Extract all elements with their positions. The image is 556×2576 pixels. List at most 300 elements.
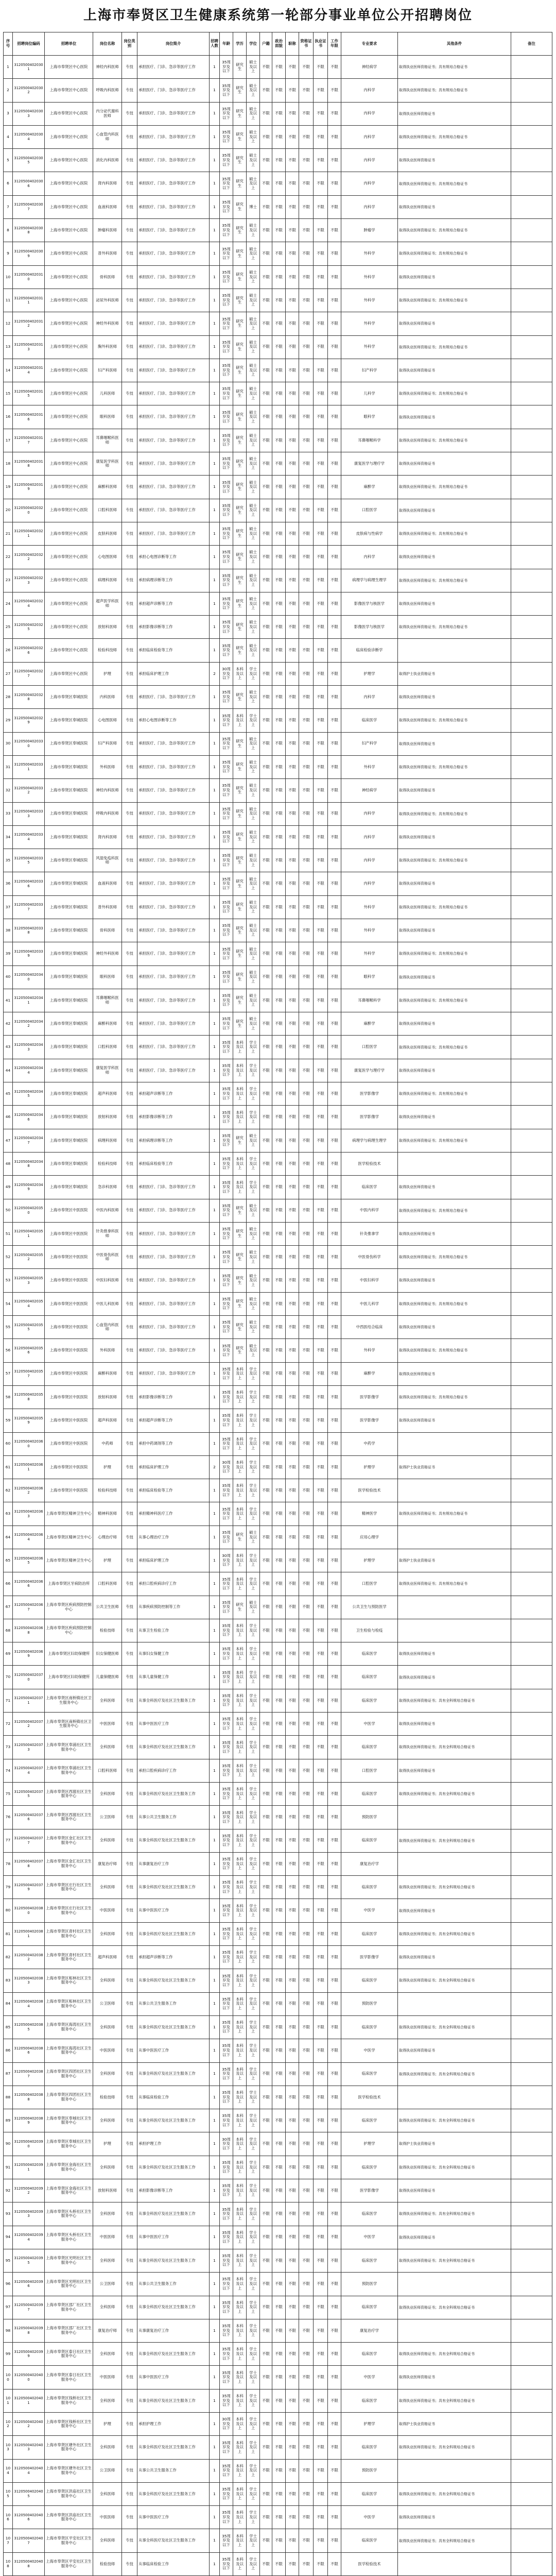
other-requirements-cell: 取得执业医师资格证书；具有全科规培合格证书 <box>398 2015 511 2039</box>
row-number-cell: 63 <box>4 1502 13 1526</box>
qualification-cell: 不限 <box>299 2436 314 2459</box>
title-cell: 不限 <box>286 989 299 1012</box>
employer-cell: 上海市奉贤区中医医院 <box>45 1339 93 1362</box>
row-number-cell: 101 <box>4 2389 13 2412</box>
qualification-cell: 不限 <box>299 546 314 569</box>
education-cell: 研究生 <box>233 965 247 989</box>
title-cell: 不限 <box>286 1713 299 1736</box>
position-category-cell: 专技 <box>122 2412 137 2435</box>
age-cell: 35周岁及以下 <box>220 522 233 545</box>
remarks-cell <box>511 895 552 919</box>
license-cell: 不限 <box>314 1689 328 1712</box>
remarks-cell <box>511 242 552 265</box>
work-years-cell: 不限 <box>328 1106 341 1129</box>
degree-cell: 硕士及以上 <box>247 219 260 242</box>
license-cell: 不限 <box>314 405 328 429</box>
headcount-cell: 1 <box>210 732 220 755</box>
title-cell: 不限 <box>286 1992 299 2015</box>
position-category-cell: 专技 <box>122 732 137 755</box>
position-description-cell: 承担医疗、门诊、急诊等医疗工作 <box>137 219 210 242</box>
education-cell: 本科及以上 <box>233 1362 247 1385</box>
household-registration-cell: 不限 <box>260 242 272 265</box>
license-cell: 不限 <box>314 2039 328 2062</box>
household-registration-cell: 不限 <box>260 1129 272 1152</box>
headcount-cell: 1 <box>210 1899 220 1922</box>
position-description-cell: 从事全科医疗及社区卫生服务工作 <box>137 1829 210 1852</box>
row-number-cell: 85 <box>4 2015 13 2039</box>
column-header: 招聘单位 <box>45 32 93 56</box>
row-number-cell: 33 <box>4 802 13 825</box>
position-name-cell: 全科医师 <box>93 1736 122 1759</box>
major-cell: 外科学 <box>341 335 398 359</box>
education-cell: 本科及以上 <box>233 1176 247 1199</box>
remarks-cell <box>511 452 552 476</box>
remarks-cell <box>511 382 552 405</box>
table-row <box>4 219 552 242</box>
row-number-cell: 51 <box>4 1222 13 1245</box>
remarks-cell <box>511 56 552 79</box>
license-cell: 不限 <box>314 1502 328 1526</box>
work-years-cell: 不限 <box>328 2506 341 2529</box>
position-description-cell: 承担医疗、门诊、急诊等医疗工作 <box>137 1246 210 1269</box>
employer-cell: 上海市奉贤区西渡社区卫生服务中心 <box>45 1806 93 1829</box>
row-number-cell: 62 <box>4 1479 13 1502</box>
major-cell: 病理学与病理生理学 <box>341 1129 398 1152</box>
position-category-cell: 专技 <box>122 849 137 872</box>
qualification-cell: 不限 <box>299 1339 314 1362</box>
other-requirements-cell: 取得执业医师资格证书；具有全科规培合格证书 <box>398 2249 511 2272</box>
position-code-cell: 31205004020392 <box>13 2179 45 2202</box>
position-category-cell: 专技 <box>122 2109 137 2132</box>
education-cell: 本科及以上 <box>233 1736 247 1759</box>
education-cell: 本科及以上 <box>233 2086 247 2109</box>
age-cell: 35周岁及以下 <box>220 2296 233 2319</box>
age-cell: 35周岁及以下 <box>220 149 233 172</box>
other-requirements-cell: 取得执业医师资格证书；具有规培合格证书 <box>398 382 511 405</box>
remarks-cell <box>511 2273 552 2296</box>
position-code-cell: 31205004020322 <box>13 546 45 569</box>
table-row <box>4 1946 552 1969</box>
row-number-cell: 25 <box>4 616 13 639</box>
position-name-cell: 护理 <box>93 2132 122 2156</box>
position-description-cell: 从事临床检验工作 <box>137 2086 210 2109</box>
other-requirements-cell: 取得执业医师资格证书；具有全科规培合格证书 <box>398 2343 511 2366</box>
row-number-cell: 92 <box>4 2179 13 2202</box>
headcount-cell: 1 <box>210 895 220 919</box>
employer-cell: 上海市奉贤区奉城医院 <box>45 1036 93 1059</box>
table-row <box>4 919 552 942</box>
license-cell: 不限 <box>314 149 328 172</box>
other-requirements-cell: 取得执业医师资格证书 <box>398 1316 511 1339</box>
row-number-cell: 20 <box>4 499 13 522</box>
political-status-cell: 不限 <box>272 56 286 79</box>
education-cell: 本科及以上 <box>233 709 247 732</box>
employer-cell: 上海市奉贤区奉城医院 <box>45 942 93 965</box>
employer-cell: 上海市奉贤区妇幼保健所 <box>45 1666 93 1689</box>
major-cell: 外科学 <box>341 895 398 919</box>
position-name-cell: 麻醉科医师 <box>93 1362 122 1385</box>
other-requirements-cell: 取得执业医师资格证书；具有规培合格证书 <box>398 755 511 778</box>
remarks-cell <box>511 755 552 778</box>
education-cell: 研究生 <box>233 242 247 265</box>
position-category-cell: 专技 <box>122 476 137 499</box>
degree-cell: 学士及以上 <box>247 1852 260 1875</box>
headcount-cell: 1 <box>210 872 220 895</box>
table-row <box>4 1876 552 1899</box>
major-cell: 外科学 <box>341 942 398 965</box>
work-years-cell: 不限 <box>328 1713 341 1736</box>
position-category-cell: 专技 <box>122 2156 137 2179</box>
position-name-cell: 公卫医师 <box>93 1806 122 1829</box>
headcount-cell: 1 <box>210 2482 220 2505</box>
work-years-cell: 不限 <box>328 1362 341 1385</box>
row-number-cell: 34 <box>4 825 13 849</box>
qualification-cell: 不限 <box>299 2389 314 2412</box>
position-category-cell: 专技 <box>122 639 137 662</box>
employer-cell: 上海市奉贤区奉城医院 <box>45 709 93 732</box>
other-requirements-cell <box>398 1619 511 1642</box>
title-cell: 不限 <box>286 1246 299 1269</box>
row-number-cell: 39 <box>4 942 13 965</box>
position-category-cell: 专技 <box>122 1082 137 1106</box>
position-name-cell: 护理 <box>93 1549 122 1572</box>
degree-cell: 学士及以上 <box>247 1782 260 1805</box>
title-cell: 不限 <box>286 452 299 476</box>
degree-cell: 学士及以上 <box>247 2039 260 2062</box>
position-category-cell: 专技 <box>122 2506 137 2529</box>
position-category-cell: 专技 <box>122 79 137 102</box>
household-registration-cell: 不限 <box>260 2319 272 2342</box>
position-code-cell: 31205004020365 <box>13 1549 45 1572</box>
major-cell: 肿瘤学 <box>341 219 398 242</box>
work-years-cell: 不限 <box>328 1596 341 1619</box>
age-cell: 35周岁及以下 <box>220 1082 233 1106</box>
position-name-cell: 中医医师 <box>93 1899 122 1922</box>
major-cell: 外科学 <box>341 312 398 335</box>
age-cell: 35周岁及以下 <box>220 616 233 639</box>
household-registration-cell: 不限 <box>260 335 272 359</box>
headcount-cell: 1 <box>210 56 220 79</box>
remarks-cell <box>511 335 552 359</box>
row-number-cell: 14 <box>4 359 13 382</box>
political-status-cell: 不限 <box>272 2039 286 2062</box>
position-code-cell: 31205004020371 <box>13 1689 45 1712</box>
title-cell: 不限 <box>286 1526 299 1549</box>
position-code-cell: 31205004020324 <box>13 592 45 615</box>
position-category-cell: 专技 <box>122 1876 137 1899</box>
political-status-cell: 不限 <box>272 2343 286 2366</box>
household-registration-cell: 不限 <box>260 1292 272 1315</box>
position-description-cell: 承担医疗、门诊、急诊等医疗工作 <box>137 499 210 522</box>
education-cell: 研究生 <box>233 522 247 545</box>
household-registration-cell: 不限 <box>260 2156 272 2179</box>
qualification-cell: 不限 <box>299 2319 314 2342</box>
other-requirements-cell: 取得执业医师资格证书；具有规培合格证书 <box>398 1385 511 1409</box>
remarks-cell <box>511 1199 552 1222</box>
employer-cell: 上海市奉贤区奉城医院 <box>45 802 93 825</box>
work-years-cell: 不限 <box>328 825 341 849</box>
position-description-cell: 承担医疗、门诊、急诊等医疗工作 <box>137 125 210 148</box>
headcount-cell: 1 <box>210 1106 220 1129</box>
age-cell: 35周岁及以下 <box>220 405 233 429</box>
remarks-cell <box>511 2506 552 2529</box>
education-cell: 本科及以上 <box>233 1385 247 1409</box>
remarks-cell <box>511 1106 552 1129</box>
position-name-cell: 麻醉科医师 <box>93 476 122 499</box>
employer-cell: 上海市奉贤区奉城医院 <box>45 895 93 919</box>
headcount-cell: 1 <box>210 1829 220 1852</box>
other-requirements-cell: 取得执业医师资格证书；具有规培合格证书 <box>398 56 511 79</box>
education-cell: 本科及以上 <box>233 2179 247 2202</box>
other-requirements-cell: 取得执业医师资格证书；具有规培合格证书 <box>398 429 511 452</box>
degree-cell: 学士及以上 <box>247 2132 260 2156</box>
qualification-cell: 不限 <box>299 2179 314 2202</box>
remarks-cell <box>511 1806 552 1829</box>
age-cell: 35周岁及以下 <box>220 1059 233 1082</box>
education-cell: 研究生 <box>233 195 247 218</box>
work-years-cell: 不限 <box>328 2226 341 2249</box>
employer-cell: 上海市奉贤区中心医院 <box>45 569 93 592</box>
title-cell: 不限 <box>286 1666 299 1689</box>
age-cell: 35周岁及以下 <box>220 1759 233 1782</box>
table-row <box>4 592 552 615</box>
political-status-cell: 不限 <box>272 825 286 849</box>
license-cell: 不限 <box>314 569 328 592</box>
position-description-cell: 从事全科医疗及社区卫生服务工作 <box>137 2015 210 2039</box>
work-years-cell: 不限 <box>328 242 341 265</box>
employer-cell: 上海市奉贤区中心医院 <box>45 79 93 102</box>
work-years-cell: 不限 <box>328 732 341 755</box>
position-description-cell: 承担医疗、门诊、急诊等医疗工作 <box>137 1316 210 1339</box>
other-requirements-cell: 取得执业医师资格证书；具有规培合格证书 <box>398 335 511 359</box>
political-status-cell: 不限 <box>272 1199 286 1222</box>
headcount-cell: 1 <box>210 1176 220 1199</box>
remarks-cell <box>511 1992 552 2015</box>
education-cell: 研究生 <box>233 686 247 709</box>
degree-cell: 硕士及以上 <box>247 382 260 405</box>
table-row <box>4 1316 552 1339</box>
headcount-cell: 1 <box>210 1922 220 1945</box>
position-name-cell: 骨科医师 <box>93 919 122 942</box>
qualification-cell: 不限 <box>299 686 314 709</box>
degree-cell: 硕士及以上 <box>247 429 260 452</box>
position-name-cell: 公卫医师 <box>93 1992 122 2015</box>
position-category-cell: 专技 <box>122 56 137 79</box>
position-description-cell: 承担医疗、门诊、急诊等医疗工作 <box>137 1059 210 1082</box>
major-cell: 中医内科学 <box>341 1199 398 1222</box>
remarks-cell <box>511 1526 552 1549</box>
political-status-cell: 不限 <box>272 2506 286 2529</box>
household-registration-cell: 不限 <box>260 546 272 569</box>
work-years-cell: 不限 <box>328 429 341 452</box>
household-registration-cell: 不限 <box>260 2459 272 2482</box>
qualification-cell: 不限 <box>299 2249 314 2272</box>
qualification-cell: 不限 <box>299 2482 314 2505</box>
employer-cell: 上海市奉贤区奉城医院 <box>45 1059 93 1082</box>
position-category-cell: 专技 <box>122 569 137 592</box>
other-requirements-cell <box>398 1852 511 1875</box>
education-cell: 研究生 <box>233 429 247 452</box>
political-status-cell: 不限 <box>272 335 286 359</box>
political-status-cell: 不限 <box>272 1572 286 1596</box>
position-code-cell: 31205004020372 <box>13 1713 45 1736</box>
education-cell: 本科及以上 <box>233 2039 247 2062</box>
license-cell: 不限 <box>314 1969 328 1992</box>
headcount-cell: 1 <box>210 569 220 592</box>
license-cell: 不限 <box>314 616 328 639</box>
license-cell: 不限 <box>314 1129 328 1152</box>
position-description-cell: 承担医疗、门诊、急诊等医疗工作 <box>137 802 210 825</box>
employer-cell: 上海市奉贤区中医医院 <box>45 1409 93 1432</box>
position-description-cell: 承担医疗、门诊、急诊等医疗工作 <box>137 1269 210 1292</box>
other-requirements-cell: 取得执业医师资格证书 <box>398 359 511 382</box>
other-requirements-cell: 取得执业医师资格证书 <box>398 1269 511 1292</box>
position-category-cell: 专技 <box>122 2459 137 2482</box>
political-status-cell: 不限 <box>272 1666 286 1689</box>
political-status-cell: 不限 <box>272 1946 286 1969</box>
position-category-cell: 专技 <box>122 755 137 778</box>
license-cell: 不限 <box>314 989 328 1012</box>
license-cell: 不限 <box>314 2273 328 2296</box>
headcount-cell: 1 <box>210 1782 220 1805</box>
position-code-cell: 31205004020384 <box>13 1992 45 2015</box>
other-requirements-cell: 取得执业医师资格证书；具有规培合格证书 <box>398 895 511 919</box>
other-requirements-cell: 取得执业医师资格证书 <box>398 149 511 172</box>
degree-cell: 学士及以上 <box>247 1502 260 1526</box>
position-description-cell: 承担医疗、门诊、急诊等医疗工作 <box>137 452 210 476</box>
table-row <box>4 265 552 289</box>
remarks-cell <box>511 1619 552 1642</box>
title-cell: 不限 <box>286 849 299 872</box>
remarks-cell <box>511 2552 552 2575</box>
row-number-cell: 43 <box>4 1036 13 1059</box>
work-years-cell: 不限 <box>328 1852 341 1875</box>
remarks-cell <box>511 265 552 289</box>
education-cell: 研究生 <box>233 1339 247 1362</box>
degree-cell: 学士及以上 <box>247 2506 260 2529</box>
work-years-cell: 不限 <box>328 2273 341 2296</box>
other-requirements-cell: 取得执业医师资格证书；具有全科规培合格证书 <box>398 2436 511 2459</box>
political-status-cell: 不限 <box>272 849 286 872</box>
position-description-cell: 承担医疗、门诊、急诊等医疗工作 <box>137 919 210 942</box>
education-cell: 研究生 <box>233 476 247 499</box>
work-years-cell: 不限 <box>328 1036 341 1059</box>
work-years-cell: 不限 <box>328 2552 341 2575</box>
row-number-cell: 70 <box>4 1666 13 1689</box>
title-cell: 不限 <box>286 2296 299 2319</box>
position-description-cell: 从事中医医疗工作 <box>137 1713 210 1736</box>
remarks-cell <box>511 1432 552 1455</box>
row-number-cell: 55 <box>4 1316 13 1339</box>
position-category-cell: 专技 <box>122 1572 137 1596</box>
title-cell: 不限 <box>286 825 299 849</box>
position-code-cell: 31205004020355 <box>13 1316 45 1339</box>
education-cell: 本科及以上 <box>233 1829 247 1852</box>
position-category-cell: 专技 <box>122 195 137 218</box>
position-name-cell: 中医儿科医师 <box>93 1292 122 1315</box>
position-name-cell: 全科医师 <box>93 2436 122 2459</box>
remarks-cell <box>511 1222 552 1245</box>
employer-cell: 上海市奉贤区奉城医院 <box>45 1176 93 1199</box>
title-cell: 不限 <box>286 2529 299 2552</box>
headcount-cell: 1 <box>210 79 220 102</box>
remarks-cell <box>511 872 552 895</box>
degree-cell: 硕士及以上 <box>247 312 260 335</box>
employer-cell: 上海市奉贤区中心医院 <box>45 522 93 545</box>
license-cell: 不限 <box>314 1899 328 1922</box>
remarks-cell <box>511 1292 552 1315</box>
position-category-cell: 专技 <box>122 1899 137 1922</box>
other-requirements-cell <box>398 639 511 662</box>
age-cell: 35周岁及以下 <box>220 1992 233 2015</box>
position-code-cell: 31205004020305 <box>13 149 45 172</box>
work-years-cell: 不限 <box>328 172 341 195</box>
headcount-cell: 1 <box>210 2202 220 2226</box>
major-cell: 中西医结合临床 <box>341 1316 398 1339</box>
education-cell: 本科及以上 <box>233 2226 247 2249</box>
other-requirements-cell: 取得执业医师资格证书；具有规培合格证书 <box>398 1502 511 1526</box>
qualification-cell: 不限 <box>299 2273 314 2296</box>
position-description-cell: 承担医疗、门诊、急诊等医疗工作 <box>137 289 210 312</box>
other-requirements-cell: 取得执业医师资格证书；具有规培合格证书 <box>398 172 511 195</box>
household-registration-cell: 不限 <box>260 1596 272 1619</box>
education-cell: 研究生 <box>233 755 247 778</box>
position-name-cell: 妇女保健医师 <box>93 1642 122 1666</box>
age-cell: 35周岁及以下 <box>220 1782 233 1805</box>
title-cell: 不限 <box>286 1152 299 1175</box>
work-years-cell: 不限 <box>328 1642 341 1666</box>
major-cell: 康复医学与理疗学 <box>341 1059 398 1082</box>
employer-cell: 上海市奉贤区精神卫生中心 <box>45 1502 93 1526</box>
work-years-cell: 不限 <box>328 102 341 125</box>
position-name-cell: 心理治疗师 <box>93 1526 122 1549</box>
title-cell: 不限 <box>286 1012 299 1036</box>
table-row <box>4 1036 552 1059</box>
household-registration-cell: 不限 <box>260 1922 272 1945</box>
table-row <box>4 405 552 429</box>
degree-cell: 硕士及以上 <box>247 732 260 755</box>
major-cell: 神经病学 <box>341 56 398 79</box>
license-cell: 不限 <box>314 359 328 382</box>
degree-cell: 硕士及以上 <box>247 872 260 895</box>
row-number-cell: 28 <box>4 686 13 709</box>
column-header: 招聘人数 <box>210 32 220 56</box>
employer-cell: 上海市奉贤区奉城医院 <box>45 919 93 942</box>
household-registration-cell: 不限 <box>260 662 272 685</box>
work-years-cell: 不限 <box>328 382 341 405</box>
age-cell: 35周岁及以下 <box>220 1829 233 1852</box>
qualification-cell: 不限 <box>299 405 314 429</box>
qualification-cell: 不限 <box>299 1642 314 1666</box>
employer-cell: 上海市奉贤区奉浦社区卫生服务中心 <box>45 1736 93 1759</box>
degree-cell: 硕士及以上 <box>247 289 260 312</box>
other-requirements-cell: 取得护士执业资格证书 <box>398 2412 511 2435</box>
table-row <box>4 359 552 382</box>
remarks-cell <box>511 592 552 615</box>
license-cell: 不限 <box>314 2389 328 2412</box>
position-category-cell: 专技 <box>122 2202 137 2226</box>
headcount-cell: 1 <box>210 1199 220 1222</box>
position-name-cell: 康复医学科医师 <box>93 452 122 476</box>
education-cell: 研究生 <box>233 102 247 125</box>
position-category-cell: 专技 <box>122 1199 137 1222</box>
major-cell: 预防医学 <box>341 2273 398 2296</box>
other-requirements-cell: 取得执业医师资格证书 <box>398 2179 511 2202</box>
degree-cell: 学士及以上 <box>247 2389 260 2412</box>
remarks-cell <box>511 779 552 802</box>
remarks-cell <box>511 1876 552 1899</box>
employer-cell: 上海市奉贤区中心医院 <box>45 289 93 312</box>
